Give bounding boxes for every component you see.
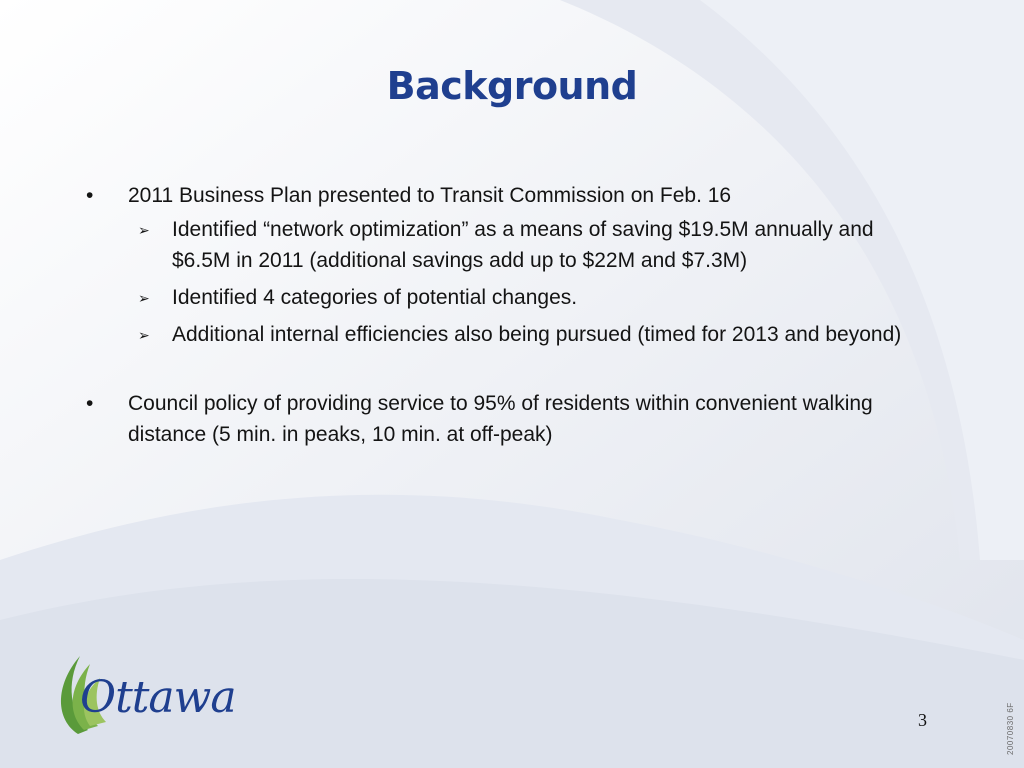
sub-bullet-item (86, 319, 926, 350)
sub-bullet-item (86, 282, 926, 313)
arrow-bullet-icon: ➢ (138, 222, 150, 238)
sub-bullet-text: Identified 4 categories of potential changes. (172, 286, 578, 309)
bullet-text: Council policy of providing service to 95% of residents within convenient walking distance (5 min. in peaks, 10 min. at off-peak) (128, 392, 873, 446)
slide-title: Background (386, 64, 638, 108)
sub-bullet-text: Identified “network optimization” as a means of saving $19.5M annually and $6.5M in 2011 (additional savings add up to $22M and $7.3M) (172, 218, 874, 272)
page-number: 3 (918, 710, 927, 730)
sub-bullet-item (86, 214, 926, 276)
arrow-bullet-icon: ➢ (138, 290, 150, 306)
bullet-item (86, 388, 926, 450)
document-code: 20070830 6F (1006, 702, 1015, 755)
sub-bullet-list (86, 214, 926, 350)
bullet-list (86, 180, 926, 450)
arrow-bullet-icon: ➢ (138, 327, 150, 343)
bullet-text: 2011 Business Plan presented to Transit Commission on Feb. 16 (128, 184, 732, 207)
logo-wordmark: Ottawa (80, 672, 236, 723)
bullet-item (86, 180, 926, 211)
sub-bullet-text: Additional internal efficiencies also being pursued (timed for 2013 and beyond) (172, 323, 902, 346)
ottawa-logo (50, 650, 260, 740)
bullet-marker: • (86, 184, 94, 207)
bullet-marker: • (86, 392, 94, 415)
